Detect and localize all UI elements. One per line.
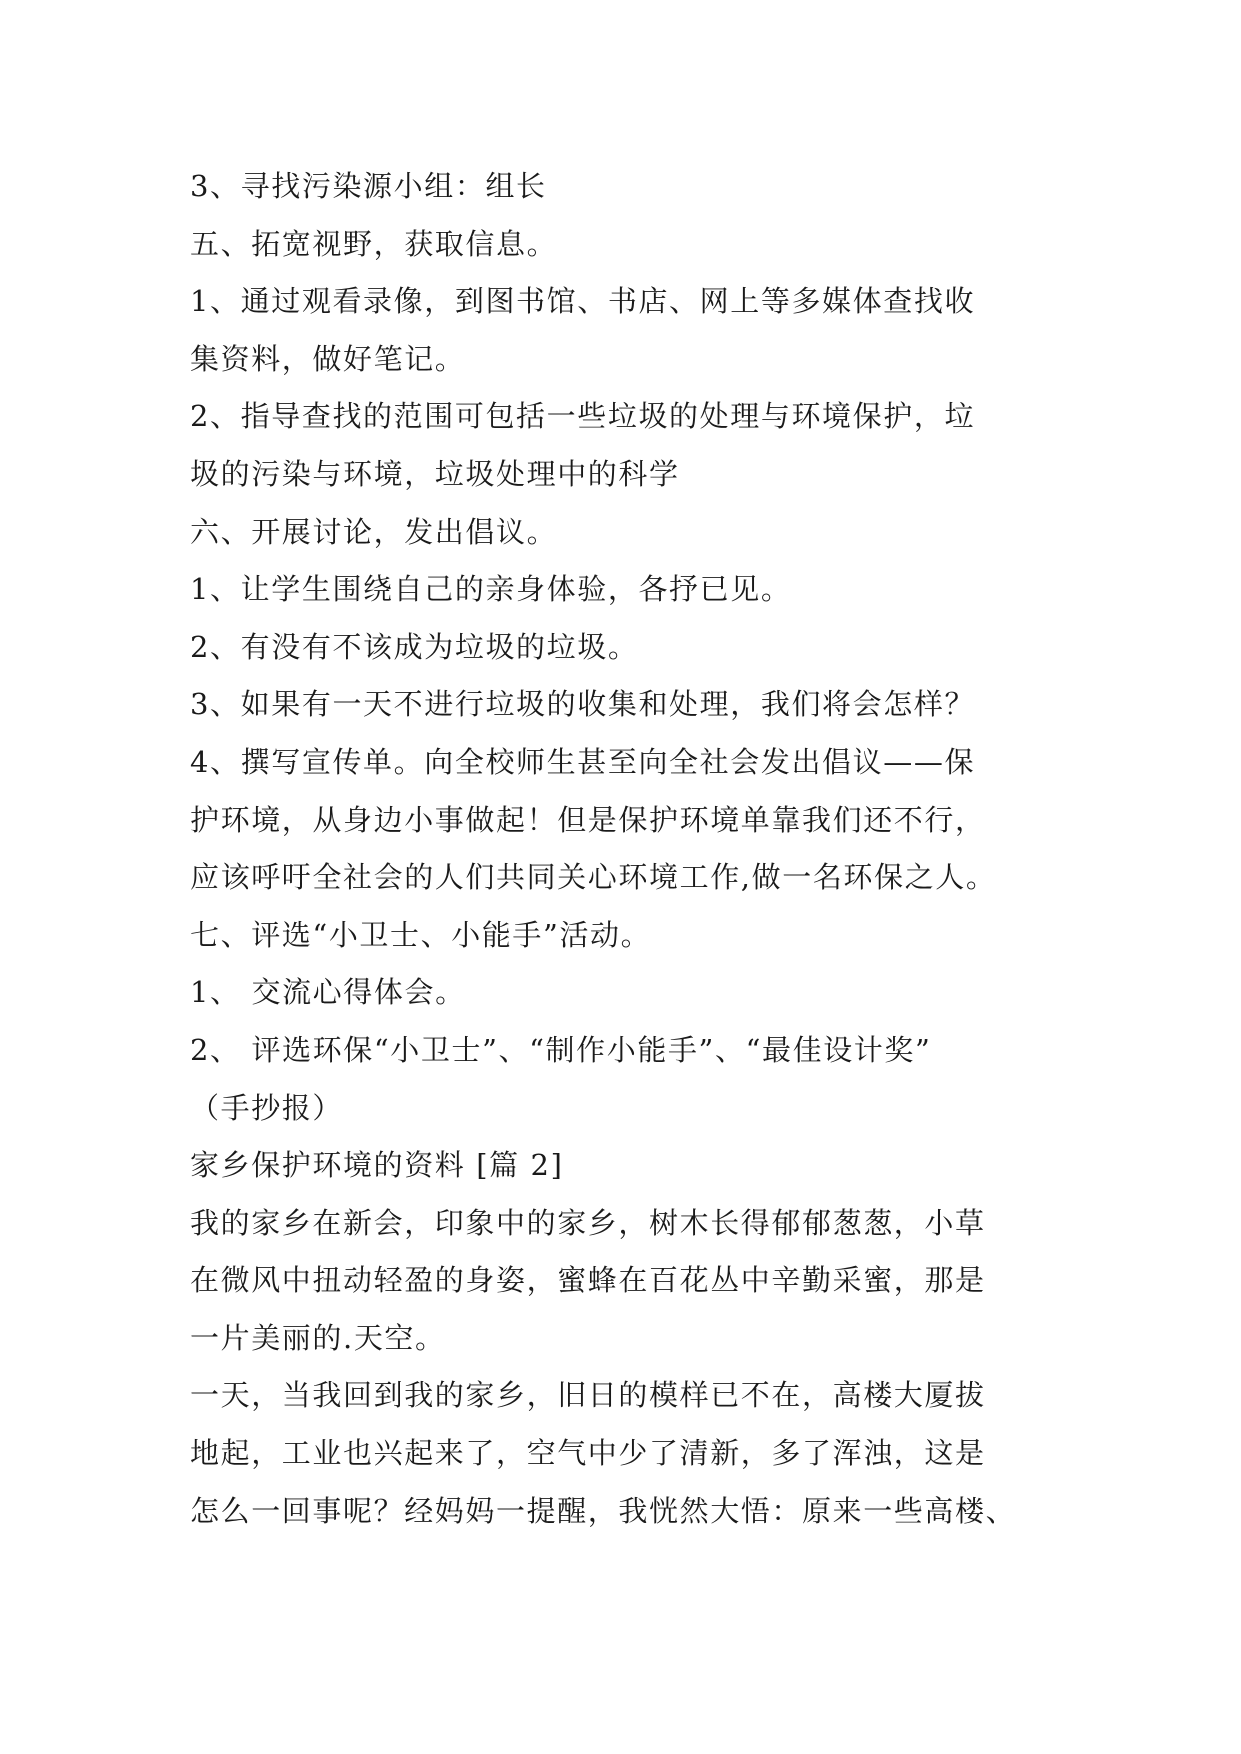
text-line: 3、如果有一天不进行垃圾的收集和处理，我们将会怎样？ bbox=[190, 687, 976, 722]
article-title: 家乡保护环境的资料 [篇 2] bbox=[190, 1148, 564, 1183]
text-line: 1、 交流心得体会。 bbox=[190, 975, 466, 1010]
text-line: 1、让学生围绕自己的亲身体验，各抒已见。 bbox=[190, 572, 792, 607]
text-line: 一片美丽的.天空。 bbox=[190, 1320, 446, 1355]
text-line: 一天，当我回到我的家乡，旧日的模样已不在，高楼大厦拔 bbox=[190, 1378, 986, 1413]
text-line: （手抄报） bbox=[190, 1090, 344, 1125]
section-heading: 七、评选“小卫士、小能手”活动。 bbox=[190, 917, 652, 952]
text-line: 2、有没有不该成为垃圾的垃圾。 bbox=[190, 629, 639, 664]
text-line: 护环境，从身边小事做起！但是保护环境单靠我们还不行， bbox=[190, 802, 986, 837]
text-line: 集资料，做好笔记。 bbox=[190, 341, 466, 376]
section-heading: 六、开展讨论，发出倡议。 bbox=[190, 514, 558, 549]
text-line: 我的家乡在新会，印象中的家乡，树木长得郁郁葱葱，小草 bbox=[190, 1205, 986, 1240]
text-line: 2、 评选环保“小卫士”、“制作小能手”、“最佳设计奖” bbox=[190, 1032, 932, 1067]
text-line: 3、寻找污染源小组：组长 bbox=[190, 169, 547, 203]
text-line: 4、撰写宣传单。向全校师生甚至向全社会发出倡议——保 bbox=[190, 744, 976, 779]
document-body bbox=[190, 158, 1070, 1540]
text-line: 1、通过观看录像，到图书馆、书店、网上等多媒体查找收 bbox=[190, 284, 976, 319]
text-line: 圾的污染与环境，垃圾处理中的科学 bbox=[190, 456, 680, 491]
text-line: 地起，工业也兴起来了，空气中少了清新，多了浑浊，这是 bbox=[190, 1436, 986, 1471]
text-line: 在微风中扭动轻盈的身姿，蜜蜂在百花丛中辛勤采蜜，那是 bbox=[190, 1263, 986, 1298]
section-heading: 五、拓宽视野，获取信息。 bbox=[190, 226, 558, 261]
text-line: 应该呼吁全社会的人们共同关心环境工作,做一名环保之人。 bbox=[190, 860, 997, 895]
text-line: 怎么一回事呢？经妈妈一提醒，我恍然大悟：原来一些高楼、 bbox=[190, 1493, 1017, 1528]
text-line: 2、指导查找的范围可包括一些垃圾的处理与环境保护，垃 bbox=[190, 399, 976, 434]
